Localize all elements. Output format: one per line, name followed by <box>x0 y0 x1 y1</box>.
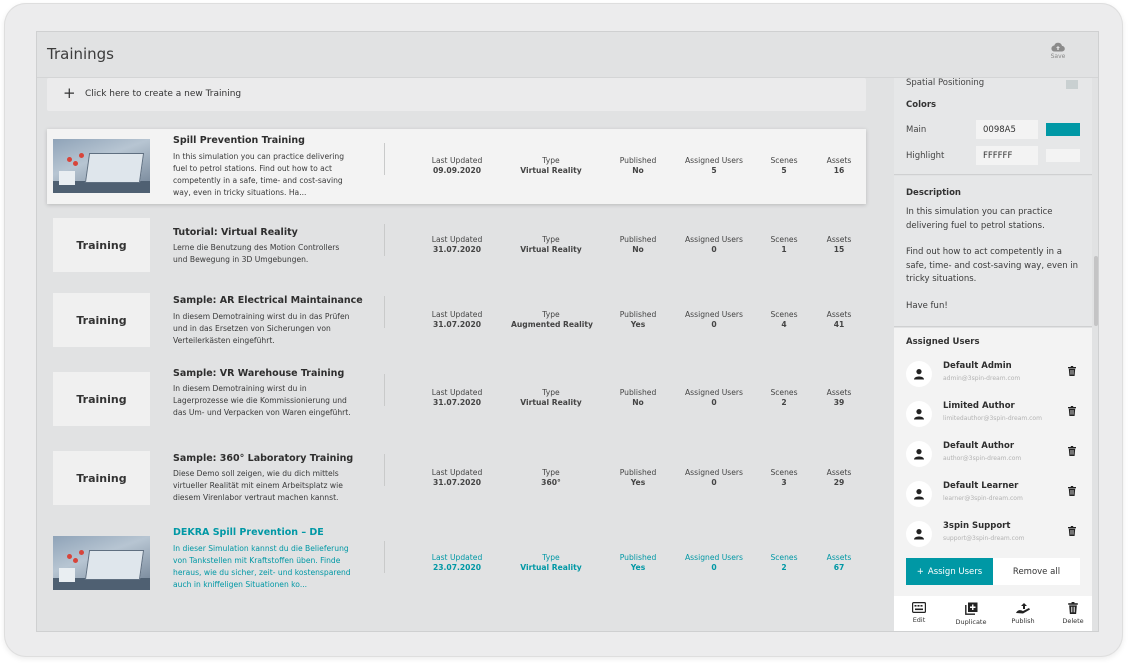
stat-type: Type Augmented Reality <box>511 310 593 329</box>
divider <box>384 541 385 573</box>
stat-type: Type Virtual Reality <box>520 553 582 572</box>
stat-scenes: Scenes 2 <box>770 388 798 407</box>
training-thumbnail-image <box>53 139 150 193</box>
stat-assigned-users: Assigned Users 5 <box>684 156 744 175</box>
training-row[interactable] <box>47 362 866 437</box>
stat-published: Published Yes <box>619 468 657 487</box>
save-label: Save <box>1050 53 1066 60</box>
stat-assigned-users: Assigned Users 0 <box>684 235 744 254</box>
training-description: In diesem Demotraining wirst du in das Prüfen und in das Ersetzen von Sicherungen von Verteilerkästen eingeführt. <box>173 312 350 345</box>
divider <box>384 374 385 406</box>
stat-scenes: Scenes 1 <box>770 235 798 254</box>
publish-button[interactable] <box>1003 602 1043 625</box>
publish-icon <box>1015 602 1031 614</box>
training-description: In this simulation you can practice delivering fuel to petrol stations. Find out how to act competently in a safe, time- and cost-saving way, even in tricky situations. Ha... <box>173 152 345 197</box>
save-button[interactable] <box>1046 42 1070 60</box>
training-title: Sample: 360° Laboratory Training <box>173 453 354 464</box>
training-row[interactable] <box>47 525 866 610</box>
user-email: author@3spin-dream.com <box>943 455 1022 462</box>
duplicate-button[interactable] <box>951 602 991 626</box>
assigned-users-section <box>894 328 1092 596</box>
trash-icon[interactable] <box>1068 401 1076 420</box>
stat-assets: Assets 29 <box>826 468 852 487</box>
training-row[interactable] <box>47 210 866 285</box>
training-description: In diesem Demotraining wirst du in Lagerprozesse wie die Kommissionierung und das Um- und Verpacken von Waren eingeführt. <box>173 384 351 417</box>
duplicate-label: Duplicate <box>955 618 987 626</box>
highlight-color-input[interactable]: FFFFFF <box>976 146 1038 165</box>
training-row[interactable] <box>47 284 866 359</box>
stat-published: Published Yes <box>619 553 657 572</box>
stat-assets: Assets 39 <box>826 388 852 407</box>
stat-assigned-users: Assigned Users 0 <box>684 310 744 329</box>
stat-assets: Assets 16 <box>826 156 852 175</box>
user-email: support@3spin-dream.com <box>943 535 1025 542</box>
divider <box>384 143 385 175</box>
training-title: Spill Prevention Training <box>173 135 305 146</box>
user-list-item <box>906 358 1084 392</box>
stat-assets: Assets 67 <box>826 553 852 572</box>
main-color-label: Main <box>906 125 927 135</box>
stat-type: Type Virtual Reality <box>520 156 582 175</box>
user-avatar-icon <box>906 401 932 427</box>
divider <box>384 224 385 256</box>
training-thumbnail-placeholder: Training <box>53 451 150 505</box>
action-bar <box>894 596 1092 632</box>
stat-assets: Assets 41 <box>826 310 852 329</box>
highlight-color-swatch[interactable] <box>1046 149 1080 162</box>
user-avatar-icon <box>906 481 932 507</box>
user-name: Limited Author <box>943 401 1015 411</box>
description-heading: Description <box>906 188 961 198</box>
user-name: Default Author <box>943 441 1015 451</box>
publish-label: Publish <box>1011 617 1035 625</box>
stat-type: Type 360° <box>541 468 561 487</box>
stat-last-updated: Last Updated 31.07.2020 <box>431 468 483 487</box>
edit-button[interactable] <box>899 602 939 624</box>
cloud-upload-icon <box>1051 42 1065 52</box>
divider <box>384 454 385 486</box>
training-row[interactable] <box>47 448 866 523</box>
training-thumbnail-placeholder: Training <box>53 218 150 272</box>
trash-icon[interactable] <box>1068 481 1076 500</box>
training-title: Sample: AR Electrical Maintainance <box>173 295 363 306</box>
description-text: Have fun! <box>906 301 948 311</box>
training-details-panel <box>894 78 1092 632</box>
user-email: admin@3spin-dream.com <box>943 375 1021 382</box>
divider <box>384 296 385 328</box>
user-list-item <box>906 438 1084 472</box>
stat-published: Published Yes <box>619 310 657 329</box>
plus-icon: + <box>63 84 76 102</box>
stat-published: Published No <box>619 388 657 407</box>
user-email: limitedauthor@3spin-dream.com <box>943 415 1042 422</box>
stat-published: Published No <box>619 156 657 175</box>
stat-assigned-users: Assigned Users 0 <box>684 388 744 407</box>
stat-last-updated: Last Updated 31.07.2020 <box>431 235 483 254</box>
stat-published: Published No <box>619 235 657 254</box>
training-description: In dieser Simulation kannst du die Belieferung von Tankstellen mit Kraftstoffen üben. Finde heraus, wie du sicher, zeit- und kostensparend auch in kniffeligen Situationen ko... <box>173 544 351 589</box>
user-list-item <box>906 478 1084 512</box>
header <box>37 32 1099 78</box>
training-title: Sample: VR Warehouse Training <box>173 368 345 379</box>
trash-icon <box>1068 602 1078 614</box>
user-avatar-icon <box>906 361 932 387</box>
user-avatar-icon <box>906 521 932 547</box>
training-thumbnail-placeholder: Training <box>53 372 150 426</box>
stat-scenes: Scenes 2 <box>770 553 798 572</box>
panel-scrollbar[interactable] <box>1094 256 1098 326</box>
user-list-item <box>906 398 1084 432</box>
user-list-item <box>906 518 1084 552</box>
plus-icon: + <box>916 566 924 577</box>
stat-assets: Assets 15 <box>826 235 852 254</box>
trash-icon[interactable] <box>1068 361 1076 380</box>
description-text: Find out how to act competently in a safe, time- and cost-saving way, even in tricky situations. <box>906 247 1079 284</box>
device-frame <box>4 3 1123 657</box>
app-screen <box>36 31 1099 632</box>
spatial-positioning-label: Spatial Positioning <box>906 78 985 88</box>
user-name: Default Admin <box>943 361 1012 371</box>
edit-label: Edit <box>912 616 926 624</box>
stat-last-updated: Last Updated 31.07.2020 <box>431 310 483 329</box>
training-description: Lerne die Benutzung des Motion Controllers und Bewegung in 3D Umgebungen. <box>173 243 340 264</box>
user-name: 3spin Support <box>943 521 1011 531</box>
training-title: Tutorial: Virtual Reality <box>173 227 298 238</box>
training-title: DEKRA Spill Prevention – DE <box>173 527 324 538</box>
description-section <box>894 176 1092 327</box>
colors-heading: Colors <box>906 100 937 110</box>
remove-all-button[interactable]: Remove all <box>993 558 1080 585</box>
create-training-label: Click here to create a new Training <box>85 89 242 99</box>
stat-assigned-users: Assigned Users 0 <box>684 468 744 487</box>
settings-section <box>894 78 1092 175</box>
delete-button[interactable] <box>1053 602 1093 625</box>
stat-last-updated: Last Updated 09.09.2020 <box>431 156 483 175</box>
assigned-users-heading: Assigned Users <box>906 337 980 347</box>
stat-assigned-users: Assigned Users 0 <box>684 553 744 572</box>
edit-icon <box>912 602 926 613</box>
highlight-color-label: Highlight <box>906 151 945 161</box>
trash-icon[interactable] <box>1068 521 1076 540</box>
training-row[interactable] <box>47 129 866 204</box>
user-email: learner@3spin-dream.com <box>943 495 1023 502</box>
user-avatar-icon <box>906 441 932 467</box>
trash-icon[interactable] <box>1068 441 1076 460</box>
user-name: Default Learner <box>943 481 1019 491</box>
stat-last-updated: Last Updated 31.07.2020 <box>431 388 483 407</box>
training-thumbnail-image <box>53 536 150 590</box>
spatial-positioning-toggle[interactable] <box>1066 80 1078 89</box>
delete-label: Delete <box>1062 617 1084 625</box>
training-description: Diese Demo soll zeigen, wie du dich mittels virtueller Realität mit einem Arbeitsplatz wie diesem Virenlabor vertraut machen kannst. <box>173 469 343 502</box>
duplicate-icon <box>965 602 978 615</box>
stat-scenes: Scenes 3 <box>770 468 798 487</box>
training-thumbnail-placeholder: Training <box>53 293 150 347</box>
assign-users-label: Assign Users <box>927 566 983 577</box>
assign-users-button[interactable] <box>906 558 993 585</box>
stat-scenes: Scenes 4 <box>770 310 798 329</box>
main-color-swatch[interactable] <box>1046 123 1080 136</box>
create-training-button[interactable] <box>47 78 866 111</box>
page-title: Trainings <box>47 45 115 63</box>
description-text: In this simulation you can practice delivering fuel to petrol stations. <box>906 207 1053 231</box>
main-color-input[interactable]: 0098A5 <box>976 120 1038 139</box>
stat-type: Type Virtual Reality <box>520 388 582 407</box>
stat-last-updated: Last Updated 23.07.2020 <box>431 553 483 572</box>
stat-type: Type Virtual Reality <box>520 235 582 254</box>
stat-scenes: Scenes 5 <box>770 156 798 175</box>
